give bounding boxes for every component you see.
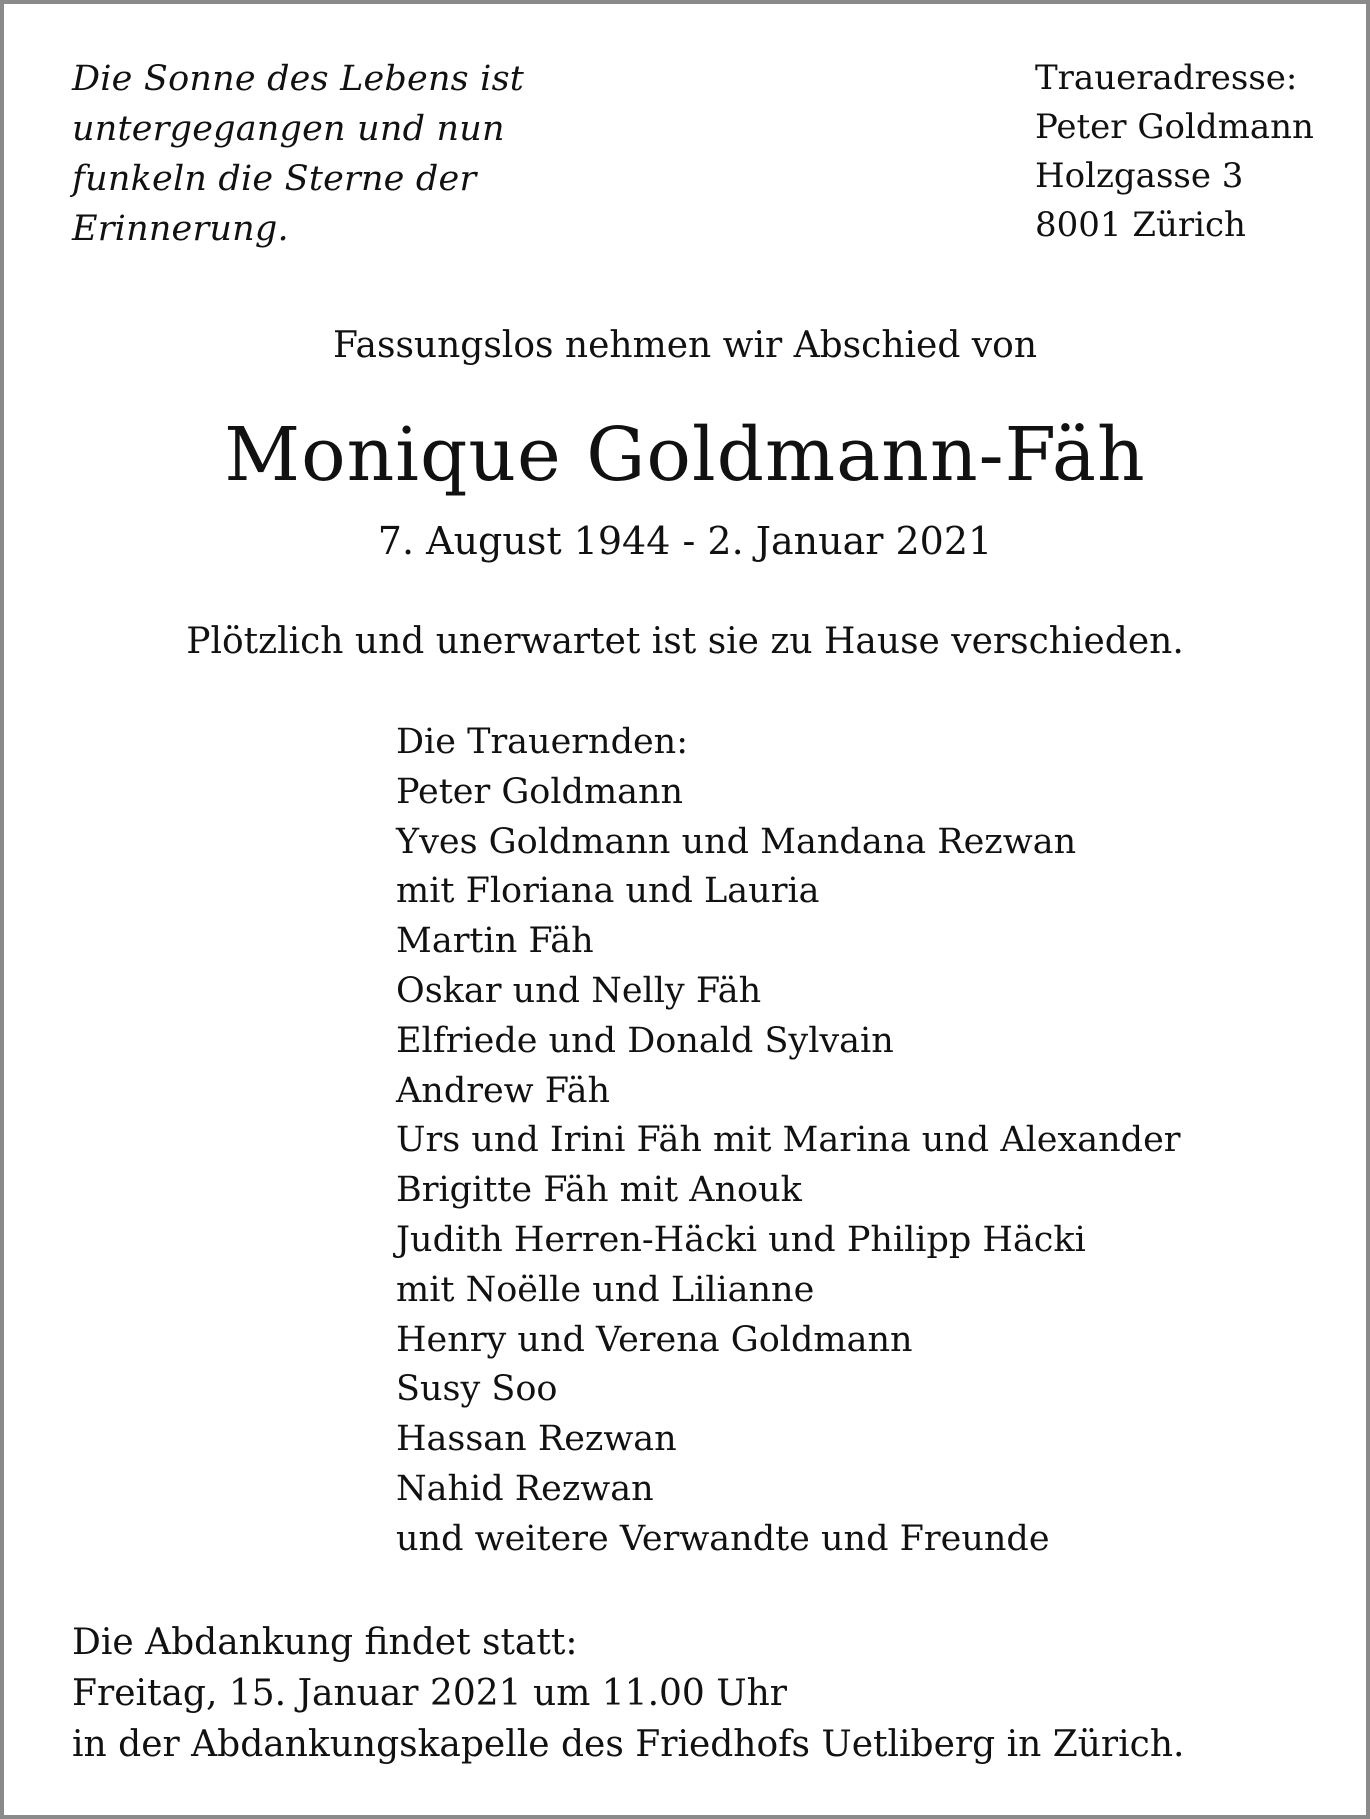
funeral-service-info [72, 1617, 1332, 1770]
mourner-name: Henry und Verena Goldmann [396, 1319, 913, 1360]
mourner-name: Hassan Rezwan [396, 1419, 677, 1460]
service-date-time: Freitag, 15. Januar 2021 um 11.00 Uhr [72, 1673, 788, 1714]
mourner-name: Judith Herren-Häcki und Philipp Häcki [396, 1219, 1086, 1260]
mourner-name: Susy Soo [396, 1369, 558, 1410]
mourner-name: Urs und Irini Fäh mit Marina und Alexander [396, 1120, 1181, 1161]
intro-line: Fassungslos nehmen wir Abschied von [332, 325, 1038, 366]
mourner-name: mit Floriana und Lauria [396, 871, 820, 912]
service-heading: Die Abdankung findet statt: [72, 1622, 578, 1663]
address-street: Holzgasse 3 [1035, 156, 1244, 196]
mourner-name: Andrew Fäh [396, 1070, 611, 1111]
life-dates: 7. August 1944 - 2. Januar 2021 [377, 519, 993, 563]
mourner-name: mit Noëlle und Lilianne [396, 1269, 815, 1310]
mourner-name: Peter Goldmann [396, 771, 684, 812]
mourners-list [396, 718, 1296, 1565]
address-name: Peter Goldmann [1035, 107, 1314, 147]
mourner-name: und weitere Verwandte und Freunde [396, 1518, 1050, 1559]
deceased-name: Monique Goldmann-Fäh [224, 412, 1146, 498]
mourners-heading: Die Trauernden: [396, 722, 689, 762]
memorial-motto: Die Sonne des Lebens ist untergegangen und nun funkeln die Sterne der Erinnerung. [72, 59, 524, 249]
mourner-name: Elfriede und Donald Sylvain [396, 1020, 894, 1061]
mourner-name: Yves Goldmann und Mandana Rezwan [396, 821, 1077, 862]
address-label: Traueradresse: [1035, 58, 1298, 98]
mourner-name: Martin Fäh [396, 921, 594, 962]
mourning-address [1035, 54, 1355, 250]
service-location: in der Abdankungskapelle des Friedhofs Uetliberg in Zürich. [72, 1724, 1185, 1765]
mourner-name: Brigitte Fäh mit Anouk [396, 1170, 802, 1211]
address-city: 8001 Zürich [1035, 205, 1246, 245]
mourner-name: Nahid Rezwan [396, 1468, 654, 1509]
death-statement: Plötzlich und unerwartet ist sie zu Hause verschieden. [186, 621, 1184, 662]
mourner-name: Oskar und Nelly Fäh [396, 970, 762, 1011]
